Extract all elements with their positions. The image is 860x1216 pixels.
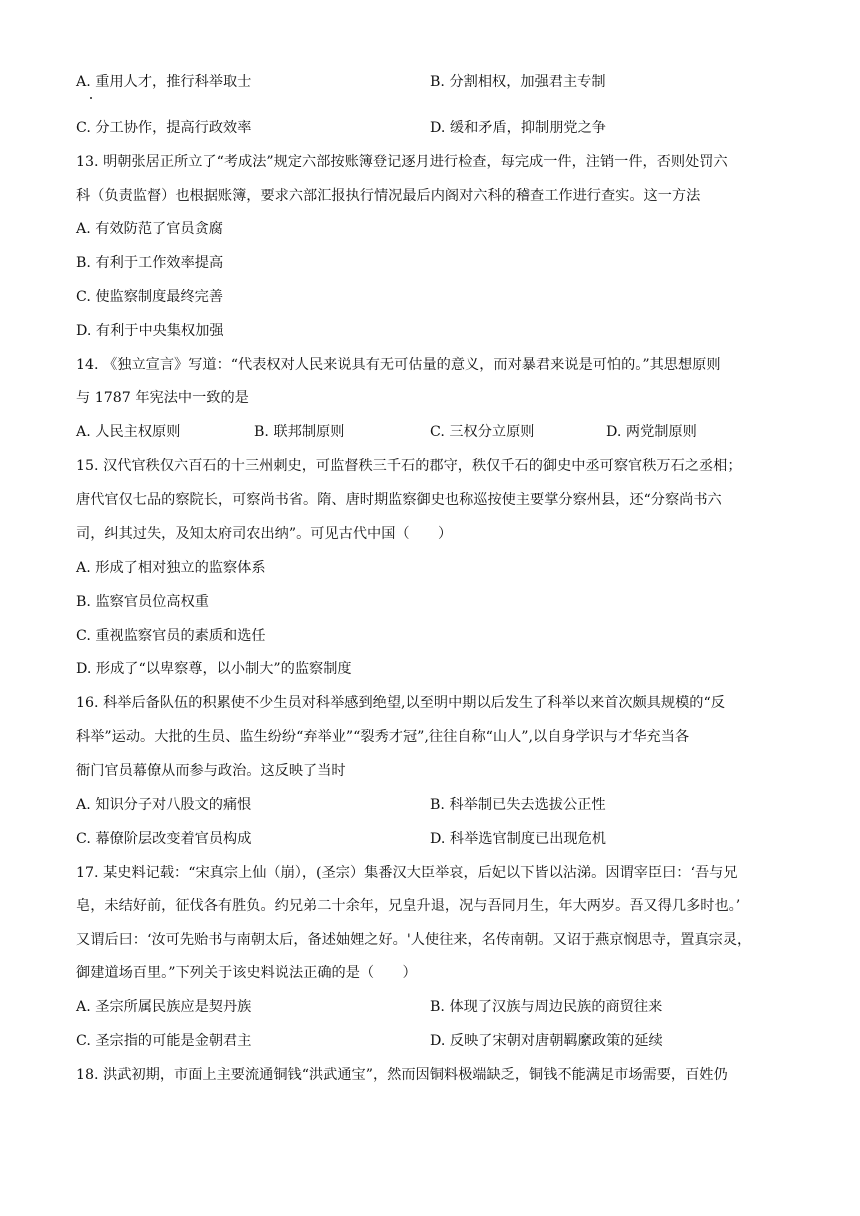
q15-option-a: A. 形成了相对独立的监察体系 bbox=[76, 560, 266, 576]
q14-option-a: A. 人民主权原则 bbox=[76, 424, 181, 440]
q12-option-c: C. 分工协作，提高行政效率 bbox=[76, 120, 252, 136]
q17-option-b: B. 体现了汉族与周边民族的商贸往来 bbox=[430, 999, 663, 1015]
q17-option-a: A. 圣宗所属民族应是契丹族 bbox=[76, 999, 252, 1015]
q13-option-d: D. 有利于中央集权加强 bbox=[76, 323, 224, 339]
q15-option-d: D. 形成了“以卑察尊，以小制大”的监察制度 bbox=[76, 661, 352, 677]
q17-option-c: C. 圣宗指的可能是金朝君主 bbox=[76, 1033, 252, 1049]
q14-option-d: D. 两党制原则 bbox=[606, 424, 697, 440]
q13-option-b: B. 有利于工作效率提高 bbox=[76, 255, 224, 271]
q14-stem-line-1: 14. 《独立宣言》写道：“代表权对人民来说具有无可估量的意义，而对暴君来说是可怕的。”其思想原则 bbox=[76, 357, 721, 373]
q16-stem-line-3: 衙门官员幕僚从而参与政治。这反映了当时 bbox=[76, 763, 346, 779]
q12-option-d: D. 缓和矛盾，抑制朋党之争 bbox=[430, 120, 606, 136]
q13-stem-line-2: 科（负责监督）也根据账簿，要求六部汇报执行情况最后内阁对六科的稽查工作进行查实。这一方法 bbox=[76, 188, 701, 204]
q15-stem-line-2: 唐代官仅七品的察院长，可察尚书省。隋、唐时期监察御史也称巡按使主要掌分察州县，还“分察尚书六 bbox=[76, 492, 722, 508]
q16-option-a: A. 知识分子对八股文的痛恨 bbox=[76, 797, 252, 813]
q15-stem-line-1: 15. 汉代官秩仅六百石的十三州刺史，可监督秩三千石的郡守，秩仅千石的御史中丞可察官秩万石之丞相； bbox=[76, 458, 742, 474]
q14-option-b: B. 联邦制原则 bbox=[254, 424, 345, 440]
q17-stem-line-3: 又谓后曰：‘汝可先贻书与南朝太后，备述妯娌之好。'人使往来，名传南朝。又诏于燕京悯思寺，置真宗灵， bbox=[76, 932, 752, 948]
q14-stem-line-2: 与 1787 年宪法中一致的是 bbox=[76, 390, 249, 406]
q16-stem-line-1: 16. 科举后备队伍的积累使不少生员对科举感到绝望,以至明中期以后发生了科举以来首次颇具规模的“反 bbox=[76, 695, 725, 711]
q17-stem-line-4: 御建道场百里。”下列关于该史料说法正确的是（ ） bbox=[76, 965, 417, 981]
q16-option-d: D. 科举选官制度已出现危机 bbox=[430, 831, 606, 847]
q13-option-c: C. 使监察制度最终完善 bbox=[76, 289, 224, 305]
q18-stem-line-1: 18. 洪武初期，市面上主要流通铜钱“洪武通宝”，然而因铜料极端缺乏，铜钱不能满足市场需要，百姓仍 bbox=[76, 1067, 728, 1083]
emphasis-dot bbox=[90, 97, 92, 99]
q15-stem-line-3: 司，纠其过失，及知太府司农出纳”。可见古代中国（ ） bbox=[76, 526, 453, 542]
q16-option-c: C. 幕僚阶层改变着官员构成 bbox=[76, 831, 252, 847]
q16-stem-line-2: 科举”运动。大批的生员、监生纷纷“弃举业”“裂秀才冠”,往往自称“山人”,以自身学识与才华充当各 bbox=[76, 729, 690, 745]
q16-option-b: B. 科举制已失去选拔公正性 bbox=[430, 797, 606, 813]
q15-option-c: C. 重视监察官员的素质和选任 bbox=[76, 628, 266, 644]
q14-option-c: C. 三权分立原则 bbox=[430, 424, 535, 440]
q12-option-b: B. 分割相权，加强君主专制 bbox=[430, 74, 606, 90]
q12-option-a: A. 重用人才，推行科举取士 bbox=[76, 74, 252, 90]
q17-stem-line-1: 17. 某史料记载：“宋真宗上仙（崩），(圣宗）集番汉大臣举哀，后妃以下皆以沾涕。因谓宰臣曰：‘吾与兄 bbox=[76, 865, 738, 881]
q17-option-d: D. 反映了宋朝对唐朝羁縻政策的延续 bbox=[430, 1033, 663, 1049]
q13-option-a: A. 有效防范了官员贪腐 bbox=[76, 221, 223, 237]
q13-stem-line-1: 13. 明朝张居正所立了“考成法”规定六部按账簿登记逐月进行检查，每完成一件，注销一件，否则处罚六 bbox=[76, 154, 728, 170]
q15-option-b: B. 监察官员位高权重 bbox=[76, 594, 209, 610]
q17-stem-line-2: 皂，未结好前，征伐各有胜负。约兄弟二十余年，兄皇升退，况与吾同月生，年大两岁。吾又得几多时也。’ bbox=[76, 898, 741, 914]
